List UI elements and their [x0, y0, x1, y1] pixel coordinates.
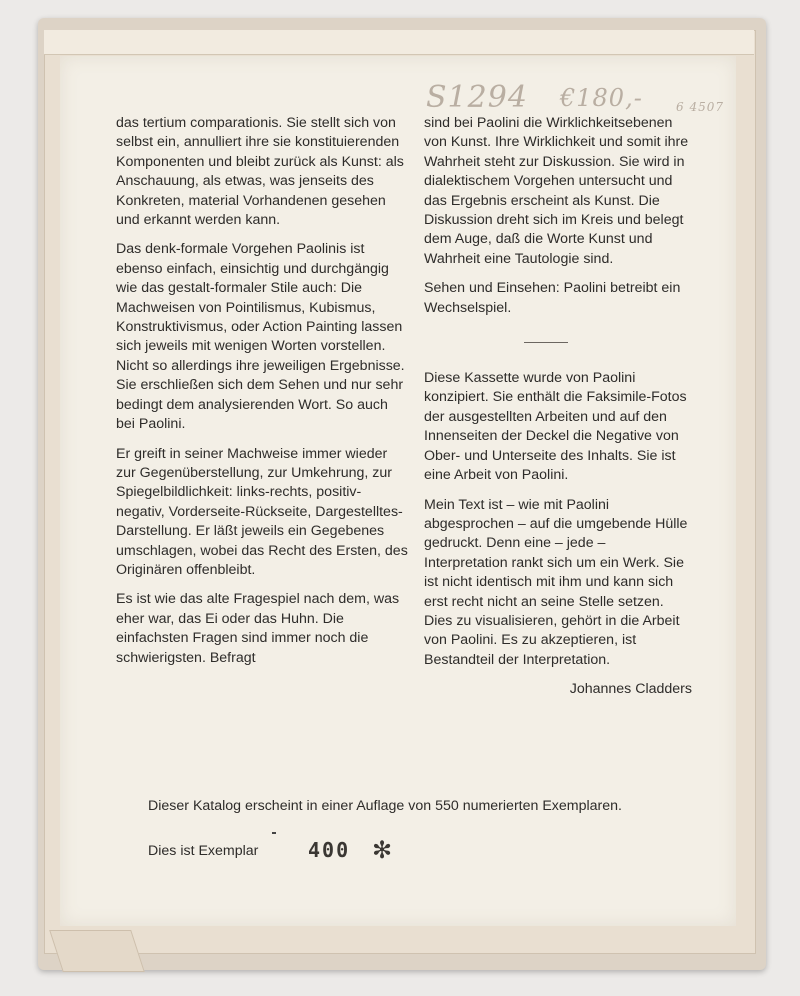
- paragraph: Mein Text ist – wie mit Paolini abgesprochen – auf die umgebende Hülle gedruckt. Denn eine – jede – Interpretation rankt sich um ein Werk. Sie ist nicht identisch mit ihm und kann sich erst recht nicht an seine Stelle setzen. Dies zu visualisieren, gehört in die Arbeit von Paolini. Es zu akzeptieren, ist Bestandteil der Interpretation.: [424, 496, 688, 668]
- right-text-column: [424, 114, 692, 710]
- handwritten-price: €180,-: [560, 84, 643, 112]
- exemplar-number: 400: [308, 838, 351, 862]
- author-signature: Johannes Cladders: [569, 681, 692, 698]
- left-text-column: [116, 114, 408, 678]
- paragraph: sind bei Paolini die Wirklichkeitsebenen von Kunst. Ihre Wirklichkeit und somit ihre Wahrheit steht zur Diskussion. Sie wird in dialektischem Vorgehen untersucht und das Ergebnis erscheint als Kunst. Die Diskussion dreht sich im Kreis und belegt dem Auge, daß die Worte Kunst und Wahrheit eine Tautologie sind.: [424, 115, 689, 267]
- box-top-flap: [44, 30, 754, 55]
- paragraph: Es ist wie das alte Fragespiel nach dem, was eher war, das Ei oder das Huhn. Die einfachsten Fragen sind immer noch die schwierigsten. Befragt: [116, 591, 400, 666]
- asterisk-mark: ✻: [372, 837, 393, 864]
- handwritten-code: 6 4507: [676, 100, 725, 114]
- edition-note: Dieser Katalog erscheint in einer Auflage von 550 numerierten Exemplaren.: [148, 798, 622, 814]
- handwritten-inventory-number: S1294: [426, 80, 528, 115]
- box-bottom-flap: [49, 930, 145, 972]
- exemplar-label: Dies ist Exemplar: [148, 843, 259, 859]
- paragraph: Sehen und Einsehen: Paolini betreibt ein Wechselspiel.: [424, 280, 681, 316]
- printer-mark: [272, 832, 276, 834]
- paragraph: Diese Kassette wurde von Paolini konzipiert. Sie enthält die Faksimile-Fotos der ausgestellten Arbeiten und auf den Innenseiten der Deckel die Negative von Ober- und Unterseite des Inhalts. Sie ist eine Arbeit von Paolini.: [424, 370, 687, 484]
- paragraph: das tertium comparationis. Sie stellt sich von selbst ein, annulliert ihre sie konstituierenden Komponenten und bleibt zurück als Kunst: als Anschauung, als etwas, was jenseits des Konkreten, material Vorhandenen gesehen und erkannt werden kann.: [116, 115, 404, 229]
- section-divider: [524, 342, 568, 343]
- paragraph: Er greift in seiner Machweise immer wieder zur Gegenüberstellung, zur Umkehrung, zur Spiegelbildlichkeit: links-rechts, positiv-negativ, Vorderseite-Rückseite, Dargestelltes-Darstellung. Er läßt jeweils ein Gegebenes umschlagen, wobei das Recht des Ersten, des Originären offenbleibt.: [116, 445, 408, 578]
- paragraph: Das denk-formale Vorgehen Paolinis ist ebenso einfach, einsichtig und durchgängig wie das gestalt-formaler Stile auch: Die Machweisen von Pointilismus, Kubismus, Konstruktivismus, oder Action Painting lassen sich jeweils mit wenigen Worten vorstellen. Nicht so allerdings ihre jeweiligen Ergebnisse. Sie erschließen sich dem Sehen und nur sehr bedingt dem analysierenden Wort. So auch bei Paolini.: [116, 241, 405, 433]
